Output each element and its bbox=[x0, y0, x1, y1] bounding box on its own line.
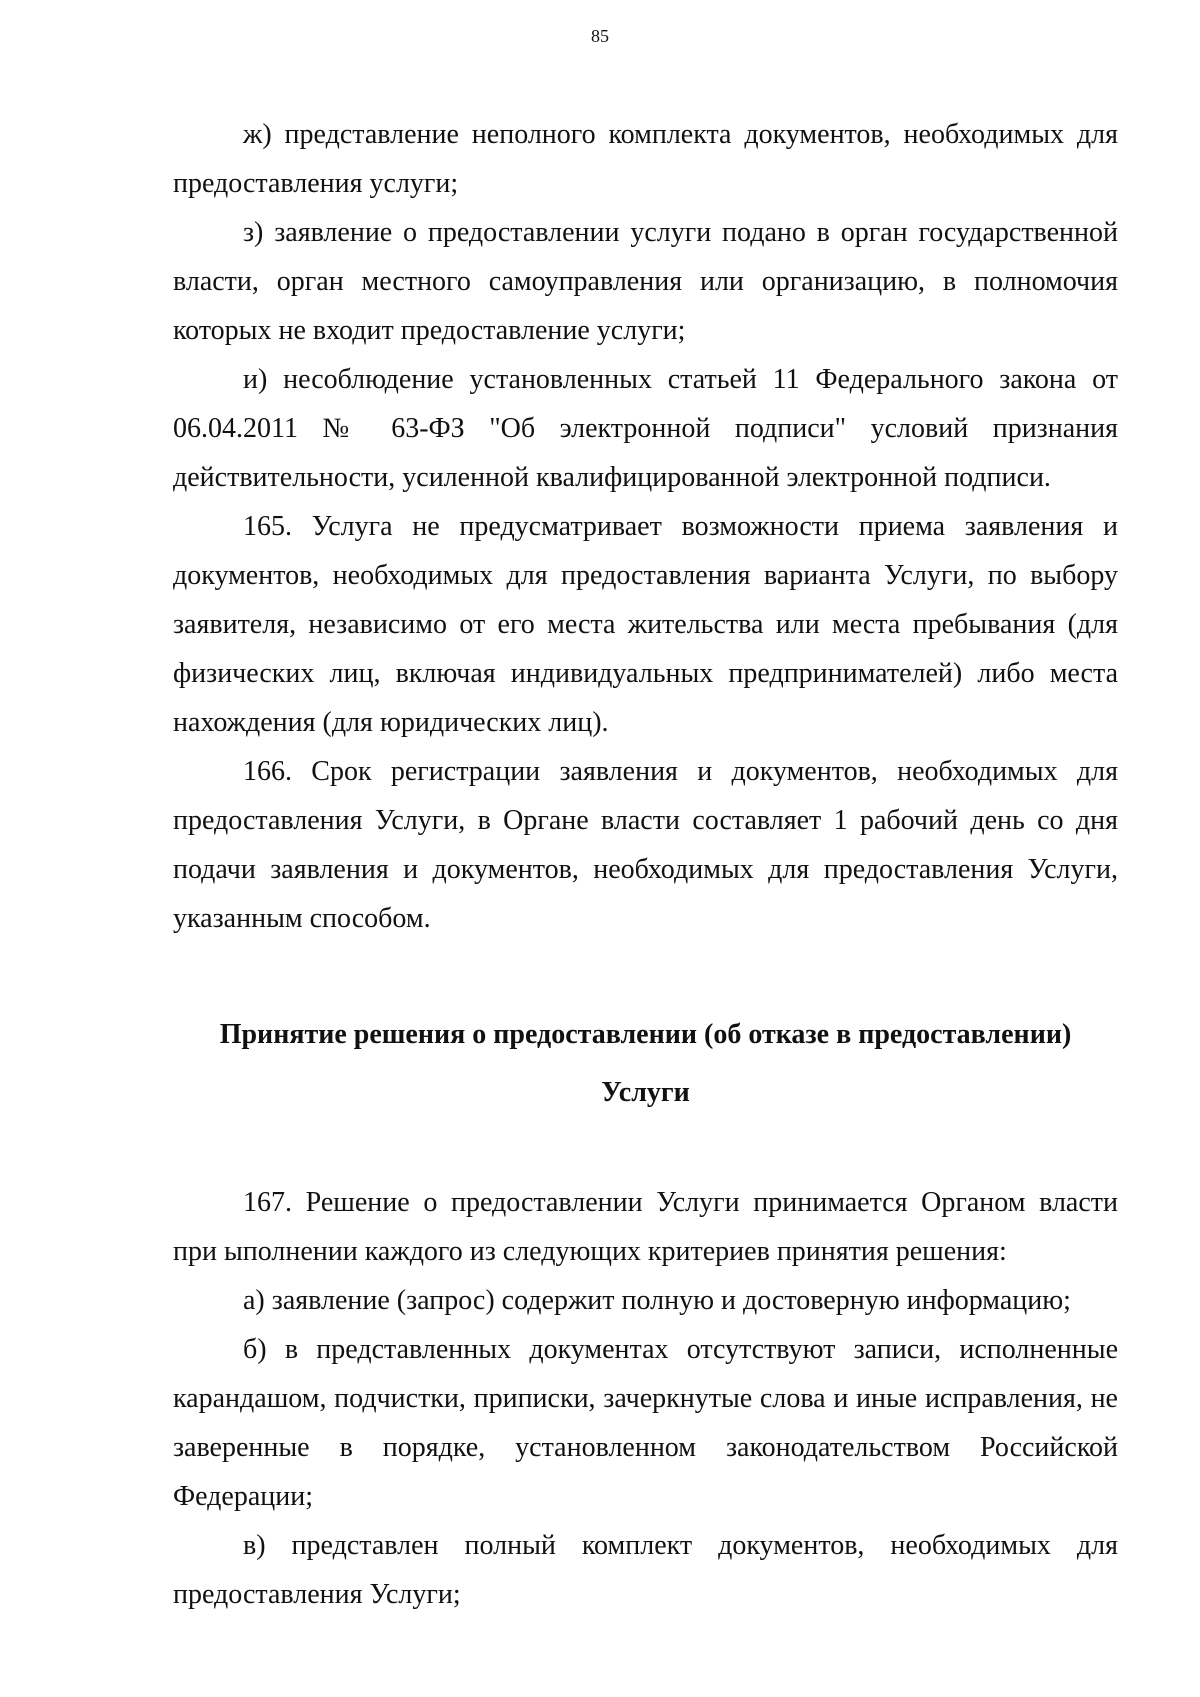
section-heading bbox=[173, 1006, 1118, 1122]
section-heading-line1: Принятие решения о предоставлении (об отказе в предоставлении) bbox=[219, 1019, 1072, 1050]
paragraph-zh: ж) представление неполного комплекта документов, необходимых для предоставления услуги; bbox=[173, 119, 1118, 199]
paragraph-a: а) заявление (запрос) содержит полную и достоверную информацию; bbox=[243, 1285, 1071, 1316]
paragraph-166: 166. Срок регистрации заявления и документов, необходимых для предоставления Услуги, в Органе власти составляет 1 рабочий день со дня подачи заявления и документов, необходимых для предоставления Услуги, указанным способом. bbox=[173, 756, 1118, 934]
paragraph-i: и) несоблюдение установленных статьей 11 Федерального закона от 06.04.2011 № 63-ФЗ "Об электронной подписи" условий признания действительности, усиленной квалифицированной электронной подписи. bbox=[173, 364, 1118, 493]
paragraph-167: 167. Решение о предоставлении Услуги принимается Органом власти при ыполнении каждого из следующих критериев принятия решения: bbox=[173, 1187, 1118, 1267]
section-heading-line2: Услуги bbox=[601, 1077, 690, 1108]
page-number: 85 bbox=[591, 26, 609, 46]
paragraph-b: б) в представленных документах отсутствуют записи, исполненные карандашом, подчистки, приписки, зачеркнутые слова и иные исправления, не заверенные в порядке, установленном законодательством Российской Федерации; bbox=[173, 1334, 1118, 1512]
document-body bbox=[173, 110, 1118, 1619]
paragraph-165: 165. Услуга не предусматривает возможности приема заявления и документов, необходимых для предоставления варианта Услуги, по выбору заявителя, независимо от его места жительства или места пребывания (для физических лиц, включая индивидуальных предпринимателей) либо места нахождения (для юридических лиц). bbox=[173, 511, 1118, 738]
paragraph-v: в) представлен полный комплект документов, необходимых для предоставления Услуги; bbox=[173, 1530, 1118, 1610]
paragraph-z: з) заявление о предоставлении услуги подано в орган государственной власти, орган местного самоуправления или организацию, в полномочия которых не входит предоставление услуги; bbox=[173, 217, 1118, 346]
